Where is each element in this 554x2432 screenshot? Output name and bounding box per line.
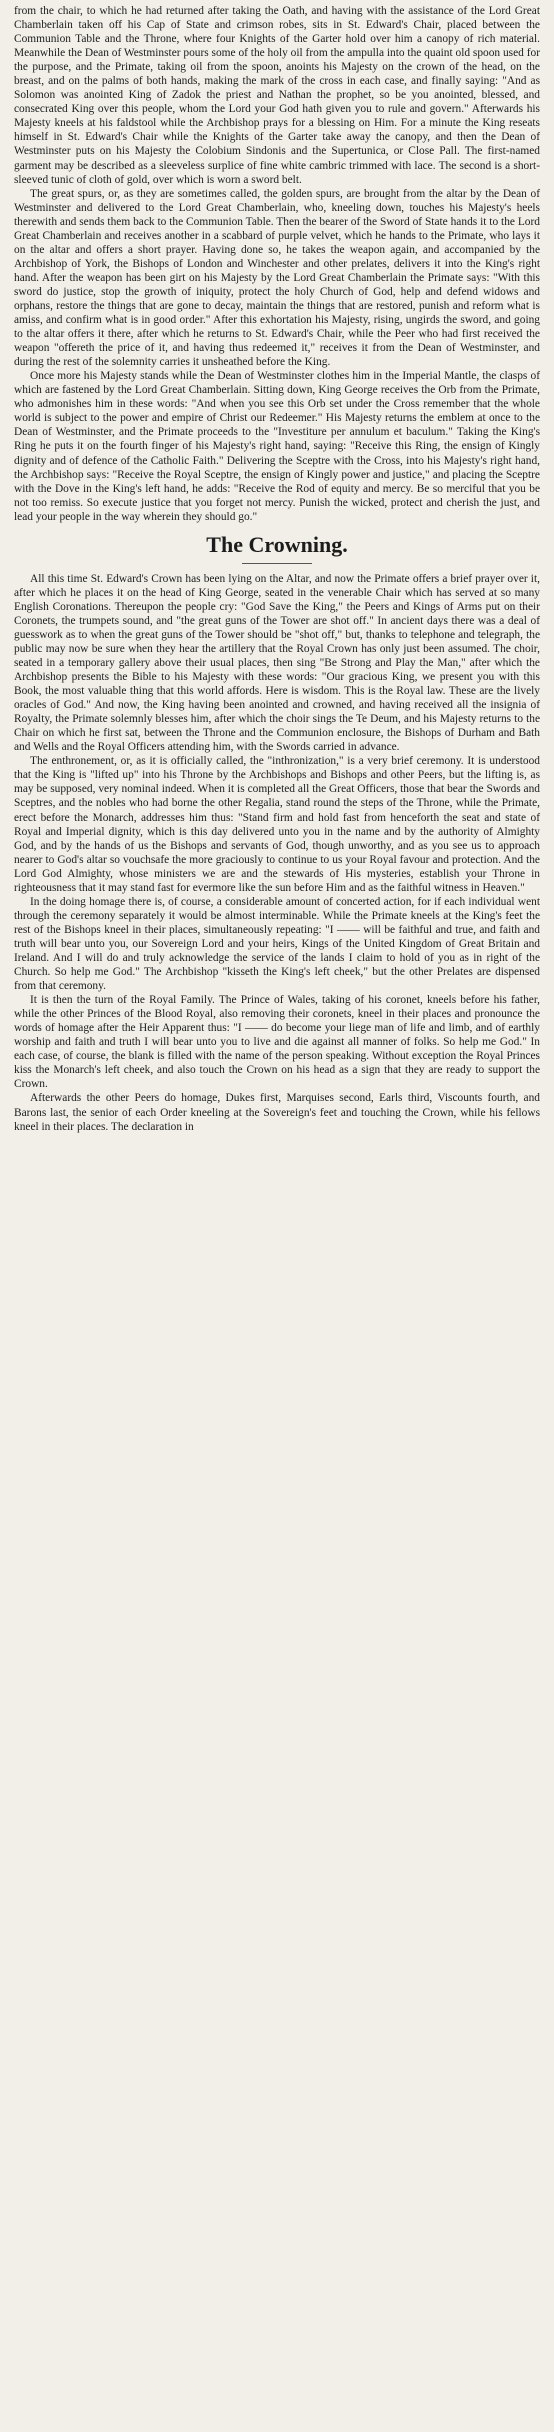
section-heading: The Crowning. [206, 531, 348, 557]
article-body-before [14, 4, 540, 524]
article-paragraph: from the chair, to which he had returned after taking the Oath, and having with the assistance of the Lord Great Chamberlain taken off his Cap of State and crimson robes, sits in St. Edward's Chair, placed between the Communion Table and the Throne, where four Knights of the Garter hold over him a canopy of rich material. Meanwhile the Dean of Westminster pours some of the holy oil from the ampulla into the quaint old spoon used for the purpose, and the Primate, taking oil from the spoon, anoints his Majesty on the crown of the head, on the breast, and on the palms of both hands, making the mark of the cross in each case, and finally saying: "And as Solomon was anointed King of Zadok the priest and Nathan the prophet, so be you anointed, blessed, and consecrated King over this people, whom the Lord your God hath given you to rule and govern." Afterwards his Majesty kneels at his faldstool while the Archbishop prays for a blessing on Him. For a minute the King reseats himself in St. Edward's Chair while the Knights of the Garter take away the canopy, and then the Dean of Westminster puts on his Majesty the Colobium Sindonis and the Supertunica, or Close Pall. The first-named garment may be described as a sleeveless surplice of fine white cambric trimmed with lace. The second is a short-sleeved tunic of cloth of gold, over which is worn a sword belt. [14, 5, 540, 186]
heading-divider [242, 563, 312, 564]
article-paragraph: In the doing homage there is, of course, a considerable amount of concerted action, for if each individual went through the ceremony separately it would be almost interminable. While the Primate kneels at the King's feet the rest of the Bishops kneel in their places, simultaneously repeating: "I —— will be faithful and true, and faith and truth will bear unto you, our Sovereign Lord and your heirs, Kings of the United Kingdom of Great Britain and Ireland. And I will do and truly acknowledge the service of the lands I claim to hold of you as in right of the Church. So help me God." The Archbishop "kisseth the King's left cheek," but the other Prelates are dispensed from that ceremony. [14, 895, 540, 993]
article-paragraph: The enthronement, or, as it is officially called, the "inthronization," is a very brief ceremony. It is understood that the King is "lifted up" into his Throne by the Archbishops and Bishops and other Peers, but the lifting is, as may be supposed, very nominal indeed. When it is completed all the Great Officers, those that bear the Swords and Sceptres, and the nobles who had borne the other Regalia, stand round the steps of the Throne, while the Primate, erect before the Monarch, addresses him thus: "Stand firm and hold fast from henceforth the seat and state of Royal and Imperial dignity, which is this day delivered unto you in the name and by the authority of Almighty God, and by the hands of us the Bishops and servants of God, though unworthy, and as you see us to approach nearer to God's altar so vouchsafe the more graciously to continue to us your Royal favour and protection. And the Lord God Almighty, whose ministers we are and the stewards of His mysteries, establish your Throne in righteousness that it may stand fast for evermore like the sun before Him and as the faithful witness in Heaven." [14, 755, 540, 894]
article-paragraph: Afterwards the other Peers do homage, Dukes first, Marquises second, Earls third, Viscounts fourth, and Barons last, the senior of each Order kneeling at the Sovereign's feet and touching the Crown, while his fellows kneel in their places. The declaration in [14, 1092, 540, 1133]
article-paragraph: The great spurs, or, as they are sometimes called, the golden spurs, are brought from the altar by the Dean of Westminster and delivered to the Lord Great Chamberlain, who, kneeling down, touches his Majesty's heels therewith and sends them back to the Communion Table. Then the bearer of the Sword of State hands it to the Lord Great Chamberlain and receives another in a scabbard of purple velvet, which he hands to the Primate, who lays it on the altar and offers a short prayer. Having done so, he takes the weapon again, and accompanied by the Archbishop of York, the Bishops of London and Winchester and other prelates, delivers it into the King's right hand. After the weapon has been girt on his Majesty by the Lord Great Chamberlain the Primate says: "With this sword do justice, stop the growth of iniquity, protect the holy Church of God, help and defend widows and orphans, restore the things that are gone to decay, maintain the things that are restored, punish and reform what is amiss, and confirm what is in good order." After this exhortation his Majesty, rising, ungirds the sword, and going to the altar offers it there, after which he returns to St. Edward's Chair, while the Peer who had first received the weapon "offereth the price of it, and having thus redeemed it," receives it from the Dean of Westminster, and during the rest of the solemnity carries it unsheathed before the King. [14, 187, 540, 369]
article-paragraph: Once more his Majesty stands while the Dean of Westminster clothes him in the Imperial Mantle, the clasps of which are fastened by the Lord Great Chamberlain. Sitting down, King George receives the Orb from the Primate, who admonishes him in these words: "And when you see this Orb set under the Cross remember that the whole world is subject to the power and empire of Christ our Redeemer." His Majesty returns the emblem at once to the Dean of Westminster, and the Primate proceeds to the "Investiture per annulum et baculum." Taking the King's Ring he puts it on the fourth finger of his Majesty's right hand, saying: "Receive this Ring, the ensign of Kingly dignity and of defence of the Catholic Faith." Delivering the Sceptre with the Cross, into his Majesty's right hand, the Archbishop says: "Receive the Royal Sceptre, the ensign of Kingly power and justice," and placing the Sceptre with the Dove in the King's left hand, he adds: "Receive the Rod of equity and mercy. Be so merciful that you be not too remiss. So execute justice that you forget not mercy. Punish the wicked, protect and cherish the just, and lead your people in the way wherein they should go." [14, 370, 540, 523]
article-paragraph: It is then the turn of the Royal Family. The Prince of Wales, taking of his coronet, kneels before his father, while the other Princes of the Blood Royal, also removing their coronets, kneel in their places and pronounce the words of homage after the Heir Apparent thus: "I —— do become your liege man of life and limb, and of earthly worship and faith and truth I will bear unto you to live and die against all manner of folks. So help me God." In each case, of course, the blank is filled with the name of the person speaking. Without exception the Royal Princes kiss the Monarch's left cheek, and also touch the Crown on his head as a sign that they are ready to support the Crown. [14, 994, 540, 1091]
article-body-after [14, 572, 540, 1134]
article-paragraph: All this time St. Edward's Crown has been lying on the Altar, and now the Primate offers a brief prayer over it, after which he places it on the head of King George, seated in the venerable Chair which has served at so many English Coronations. Thereupon the people cry: "God Save the King," the Peers and Kings of Arms put on their Coronets, the trumpets sound, and "the great guns of the Tower are shot off." In ancient days there was a deal of guesswork as to when the great guns of the Tower should be "shot off," but, thanks to telephone and telegraph, the public may now be sure when they hear the artillery that the Royal Crown has only just been assumed. The choir, seated in a temporary gallery above their usual places, then sing "Be Strong and Play the Man," after which the Archbishop presents the Bible to his Majesty with these words: "Our gracious King, we present you with this Book, the most valuable thing that this world affords. Here is wisdom. This is the Royal law. These are the lively oracles of God." And now, the King having been anointed and crowned, and having received all the insignia of Royalty, the Primate solemnly blesses him, after which the choir sings the Te Deum, and his Majesty returns to the Chair on which he first sat, between the Throne and the Communion enclosure, the Bishops of Durham and Bath and Wells and the Royal Officers attending him, with the Swords carried in advance. [14, 572, 540, 754]
